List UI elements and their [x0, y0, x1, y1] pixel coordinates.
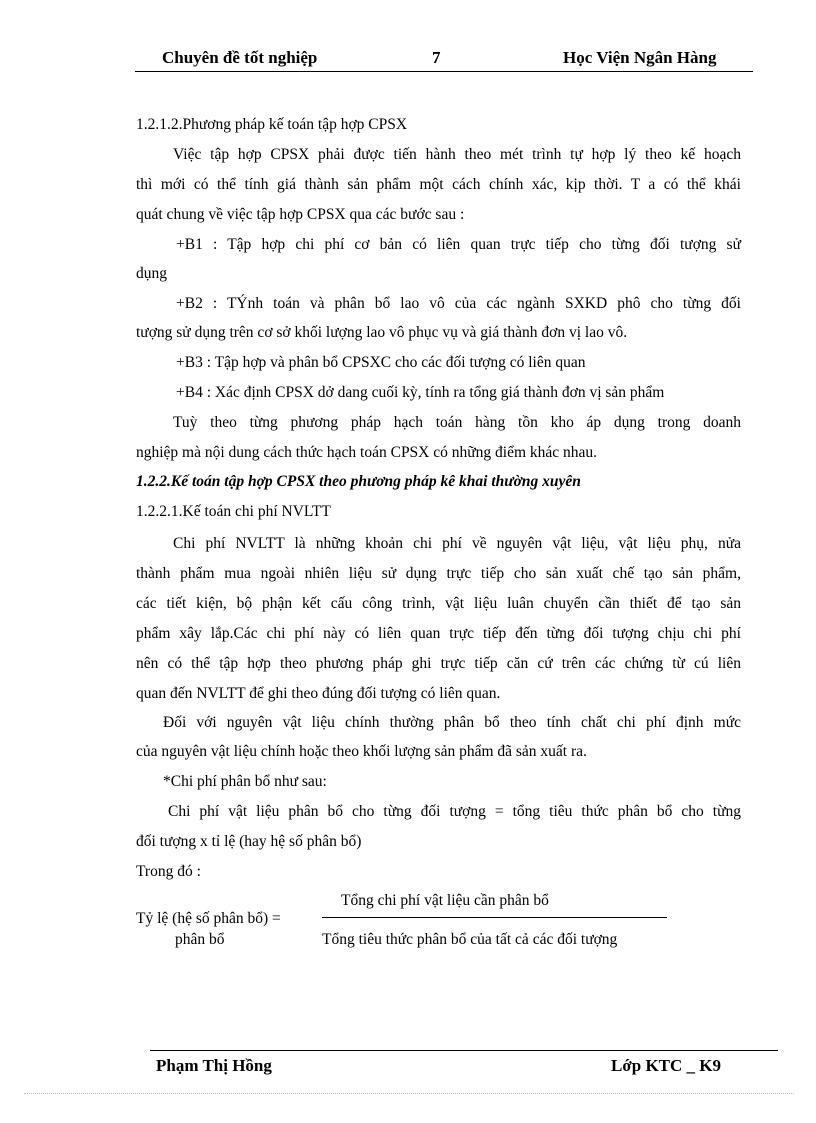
para3-line4: phẩm xây lắp.Các chi phí này có liên quan trực tiếp đến từng đối tượng chịu chi phí — [136, 625, 741, 642]
para2-line1: Tuỳ theo từng phương pháp hạch toán hàng tồn kho áp dụng trong doanh — [173, 414, 741, 431]
para5: *Chi phí phân bổ như sau: — [163, 773, 327, 790]
para6-line2: đối tượng x tỉ lệ (hay hệ số phân bổ) — [136, 833, 362, 850]
para2-line2: nghiệp mà nội dung cách thức hạch toán CPSX có những điểm khác nhau. — [136, 444, 598, 461]
formula-lhs-continued: phân bổ — [175, 931, 225, 948]
para3-line5: nên có thể tập hợp theo phương pháp ghi trực tiếp căn cứ trên các chứng từ cú liên — [136, 655, 741, 672]
para3-line2: thành phẩm mua ngoài nhiên liệu sử dụng trực tiếp cho sản xuất chế tạo sản phẩm, — [136, 565, 741, 582]
para4-line1: Đối với nguyên vật liệu chính thường phân bổ theo tính chất chi phí định mức — [163, 714, 741, 731]
para3-line3: các tiết kiện, bộ phận kết cấu công trình, vật liệu luân chuyển cần thiết để tạo sản — [136, 595, 741, 612]
header-institution: Học Viện Ngân Hàng — [563, 48, 717, 67]
trong-do-label: Trong đó : — [136, 863, 201, 880]
page-number: 7 — [432, 48, 441, 67]
step-b3: +B3 : Tập hợp và phân bổ CPSXC cho các đối tượng có liên quan — [176, 354, 586, 371]
footer-class: Lớp KTC _ K9 — [611, 1056, 722, 1075]
footer-author: Phạm Thị Hồng — [156, 1056, 272, 1075]
para1-line1: Việc tập hợp CPSX phải được tiến hành theo mét trình tự hợp lý theo kế hoạch — [173, 146, 741, 163]
para4-line2: của nguyên vật liệu chính hoặc theo khối lượng sản phẩm đã sản xuất ra. — [136, 743, 587, 760]
fraction-bar — [322, 917, 667, 918]
para1-line3: quát chung về việc tập hợp CPSX qua các bước sau : — [136, 206, 465, 223]
formula-numerator: Tổng chi phí vật liệu cần phân bổ — [341, 892, 549, 909]
formula-denominator: Tổng tiêu thức phân bổ của tất cả các đối tượng — [322, 931, 618, 948]
header-rule — [135, 71, 753, 72]
footer-rule — [150, 1050, 778, 1051]
para6-line1: Chi phí vật liệu phân bổ cho từng đối tượng = tổng tiêu thức phân bổ cho từng — [168, 803, 741, 820]
section-heading-122: 1.2.2.Kế toán tập hợp CPSX theo phương pháp kê khai thường xuyên — [136, 473, 581, 490]
step-b1-line2: dụng — [136, 265, 167, 282]
header-title: Chuyên đề tốt nghiệp — [162, 48, 318, 67]
formula-lhs: Tỷ lệ (hệ số phân bổ) = — [136, 910, 281, 927]
para3-line6: quan đến NVLTT để ghi theo đúng đối tượng có liên quan. — [136, 685, 501, 702]
para1-line2: thì mới có thể tính giá thành sản phẩm một cách chính xác, kịp thời. T a có thể khái — [136, 176, 741, 193]
section-heading-1221: 1.2.2.1.Kế toán chi phí NVLTT — [136, 503, 331, 520]
para3-line1: Chi phí NVLTT là những khoản chi phí về nguyên vật liệu, vật liệu phụ, nửa — [173, 535, 741, 552]
page-bottom-dotted-divider — [24, 1093, 794, 1094]
step-b1-line1: +B1 : Tập hợp chi phí cơ bản có liên quan trực tiếp cho từng đối tượng sử — [176, 236, 741, 253]
section-heading-1212: 1.2.1.2.Phương pháp kế toán tập hợp CPSX — [136, 116, 408, 133]
step-b2-line1: +B2 : TÝnh toán và phân bổ lao vô của các ngành SXKD phô cho từng đối — [176, 295, 741, 312]
step-b2-line2: tượng sử dụng trên cơ sở khối lượng lao vô phục vụ và giá thành đơn vị lao vô. — [136, 324, 628, 341]
step-b4: +B4 : Xác định CPSX dở dang cuối kỳ, tính ra tổng giá thành đơn vị sản phẩm — [176, 384, 665, 401]
